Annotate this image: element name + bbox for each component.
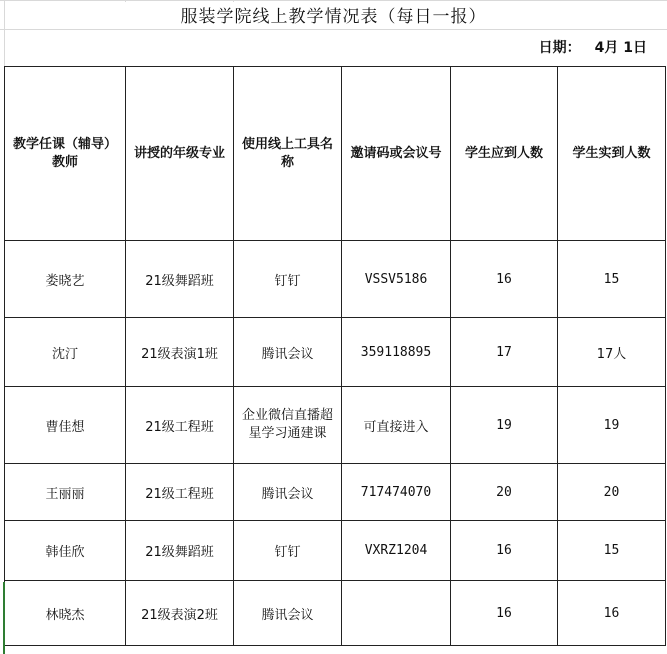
cell-teacher: 王丽丽 [5,464,126,521]
cell-expected: 16 [451,521,558,581]
cell-actual: 15 [558,241,666,318]
header-grade-major: 讲授的年级专业 [126,67,234,241]
cell-tool: 腾讯会议 [234,318,342,387]
page-title: 服装学院线上教学情况表（每日一报） [180,7,487,27]
cell-grade-major: 21级工程班 [126,464,234,521]
cell-tool: 企业微信直播超星学习通建课 [234,387,342,464]
cell-expected: 20 [451,464,558,521]
cell-actual: 16 [558,581,666,646]
cell-tool: 钉钉 [234,521,342,581]
table-row [5,318,666,387]
cell-tool: 钉钉 [234,241,342,318]
cell-teacher: 娄晓艺 [5,241,126,318]
cell-expected: 17 [451,318,558,387]
header-teacher: 教学任课（辅导）教师 [5,67,126,241]
cell-actual: 15 [558,521,666,581]
header-row [5,67,666,241]
date-label: 日期： [538,40,581,56]
cell-invite-code: 359118895 [342,318,451,387]
report-table [4,66,666,646]
cell-expected: 16 [451,581,558,646]
table-row [5,581,666,646]
cell-invite-code [342,581,451,646]
header-expected-count: 学生应到人数 [451,67,558,241]
selection-edge [3,582,5,654]
header-actual-count: 学生实到人数 [558,67,666,241]
sheet-gridline [0,0,667,1]
cell-grade-major: 21级表演1班 [126,318,234,387]
cell-invite-code: VSSV5186 [342,241,451,318]
cell-actual: 19 [558,387,666,464]
table-row [5,241,666,318]
cell-grade-major: 21级舞蹈班 [126,521,234,581]
cell-invite-code: 717474070 [342,464,451,521]
header-tool-name: 使用线上工具名称 [234,67,342,241]
date-value: 4月 1日 [594,40,647,56]
cell-teacher: 林晓杰 [5,581,126,646]
cell-expected: 16 [451,241,558,318]
date-row [539,37,647,57]
cell-actual: 17人 [558,318,666,387]
cell-teacher: 曹佳想 [5,387,126,464]
table-row [5,387,666,464]
table-row [5,464,666,521]
header-invite-code: 邀请码或会议号 [342,67,451,241]
cell-actual: 20 [558,464,666,521]
cell-invite-code: VXRZ1204 [342,521,451,581]
cell-teacher: 沈汀 [5,318,126,387]
cell-tool: 腾讯会议 [234,581,342,646]
cell-invite-code: 可直接进入 [342,387,451,464]
cell-teacher: 韩佳欣 [5,521,126,581]
cell-grade-major: 21级工程班 [126,387,234,464]
table-row [5,521,666,581]
cell-grade-major: 21级舞蹈班 [126,241,234,318]
cell-grade-major: 21级表演2班 [126,581,234,646]
cell-expected: 19 [451,387,558,464]
cell-tool: 腾讯会议 [234,464,342,521]
sheet-gridline [0,29,667,30]
